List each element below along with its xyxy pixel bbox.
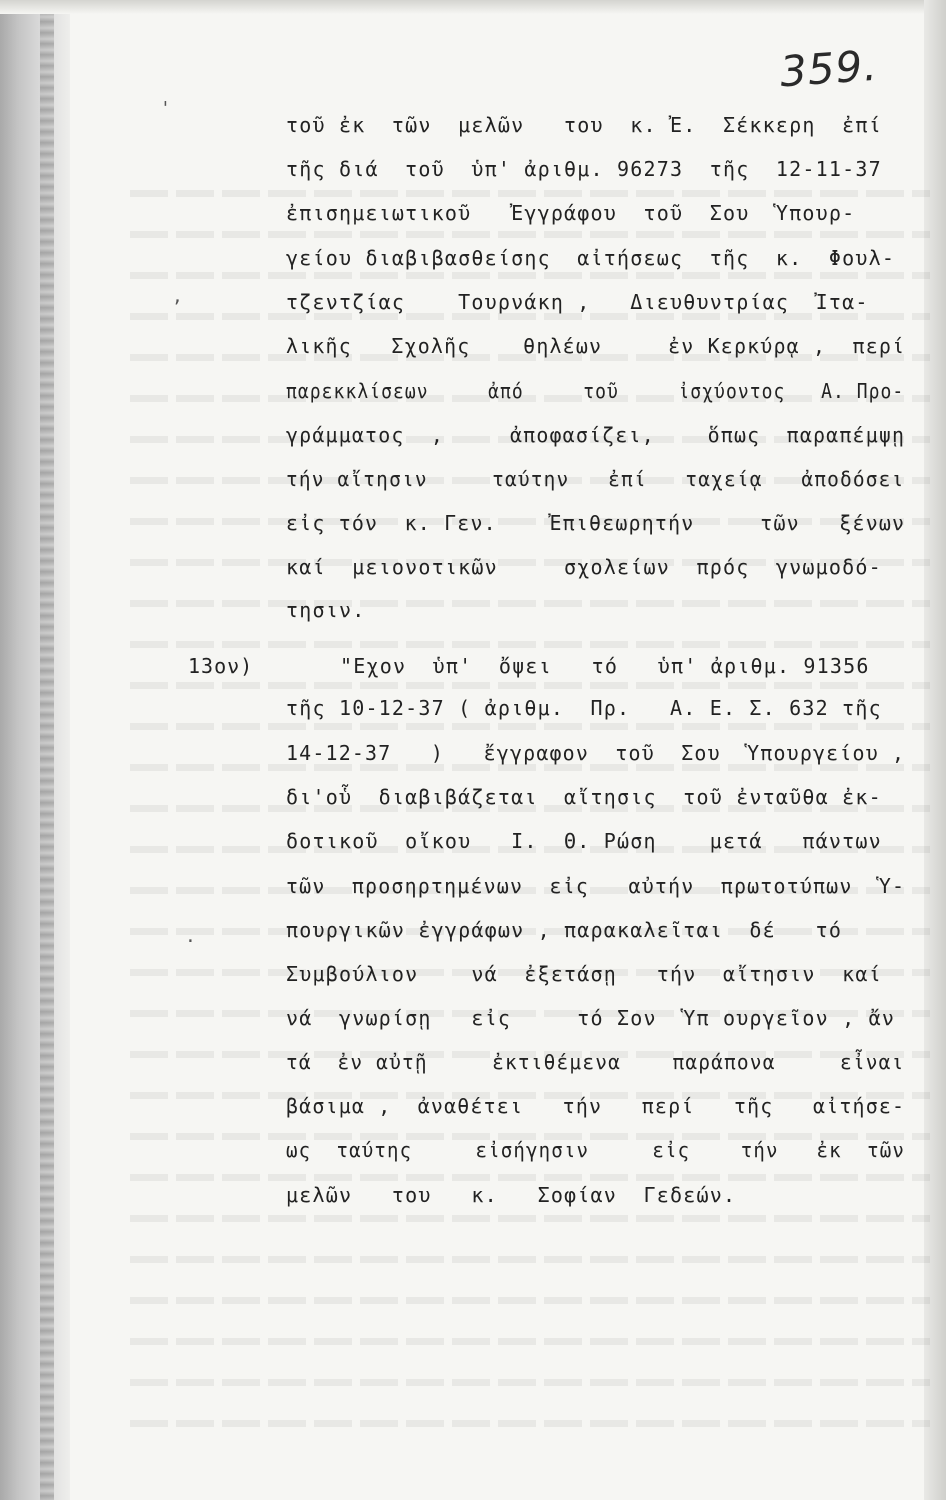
text-line: νά γνωρίσῃ εἰς τό Σον Ὑπ ουργεῖον , ἄν [286,1006,896,1030]
text-line: δοτικοῦ οἴκου Ι. Θ. Ρώση μετά πάντων [286,829,882,853]
text-line: ως ταύτης εἰσήγησιν εἰς τήν ἐκ τῶν [286,1138,905,1162]
scan-top-edge [0,0,946,14]
text-line: λικῆς Σχολῆς θηλέων ἐν Κερκύρᾳ , περί [286,334,906,358]
margin-mark: ' [160,98,171,119]
text-line: γράμματος , ἀποφασίζει, ὅπως παραπέμψῃ [286,423,906,447]
text-line: καί μειονοτικῶν σχολείων πρός γνωμοδό- [286,555,882,579]
text-line: πουργικῶν ἐγγράφων , παρακαλεῖται δέ τό [286,918,843,942]
text-line: Συμβούλιον νά ἐξετάσῃ τήν αἴτησιν καί [286,962,882,986]
text-line: τά ἐν αὐτῇ ἐκτιθέμενα παράπονα εἶναι [286,1050,905,1074]
margin-mark: . [185,926,196,947]
text-line: γείου διαβιβασθείσης αἰτήσεως τῆς κ. Φουλ- [286,246,896,270]
text-line: 14-12-37 ) ἔγγραφον τοῦ Σου Ὑπουργείου , [286,741,906,765]
margin-mark: , [172,286,183,307]
text-line: τῶν προσηρτημένων εἰς αὐτήν πρωτοτύπων Ὑ- [286,874,906,898]
page-number: 359. [778,40,880,97]
text-line: τοῦ ἐκ τῶν μελῶν του κ. Ἐ. Σέκκερη ἐπί [286,113,882,137]
scan-binding-edge [0,0,70,1500]
text-line: μελῶν του κ. Σοφίαν Γεδεών. [286,1183,737,1207]
text-line: τῆς 10-12-37 ( ἀριθμ. Πρ. Α. Ε. Σ. 632 τῆς [286,696,882,720]
text-line: τησιν. [286,598,366,622]
text-line: εἰς τόν κ. Γεν. Ἐπιθεωρητήν τῶν ξένων [286,511,906,535]
text-line: τῆς διά τοῦ ὑπ' ἀριθμ. 96273 τῆς 12-11-37 [286,157,882,181]
scan-binding-shadow [40,0,54,1500]
section-number: 13ον) [188,654,254,678]
text-line: παρεκκλίσεων ἀπό τοῦ ἰσχύοντος Α. Προ- [286,379,905,403]
text-line: τζεντζίας Τουρνάκη , Διευθυντρίας Ἰτα- [286,290,869,314]
text-line: βάσιμα , ἀναθέτει τήν περί τῆς αἰτήσε- [286,1094,906,1118]
text-line: "Εχον ὑπ' ὄψει τό ὑπ' ἀριθμ. 91356 [340,654,870,678]
text-line: τήν αἴτησιν ταύτην ἐπί ταχείᾳ ἀποδόσει [286,467,905,491]
text-line: ἐπισημειωτικοῦ Ἐγγράφου τοῦ Σου Ὑπουρ- [286,201,856,225]
text-line: δι'οὗ διαβιβάζεται αἴτησις τοῦ ἐνταῦθα ἐκ- [286,785,882,809]
